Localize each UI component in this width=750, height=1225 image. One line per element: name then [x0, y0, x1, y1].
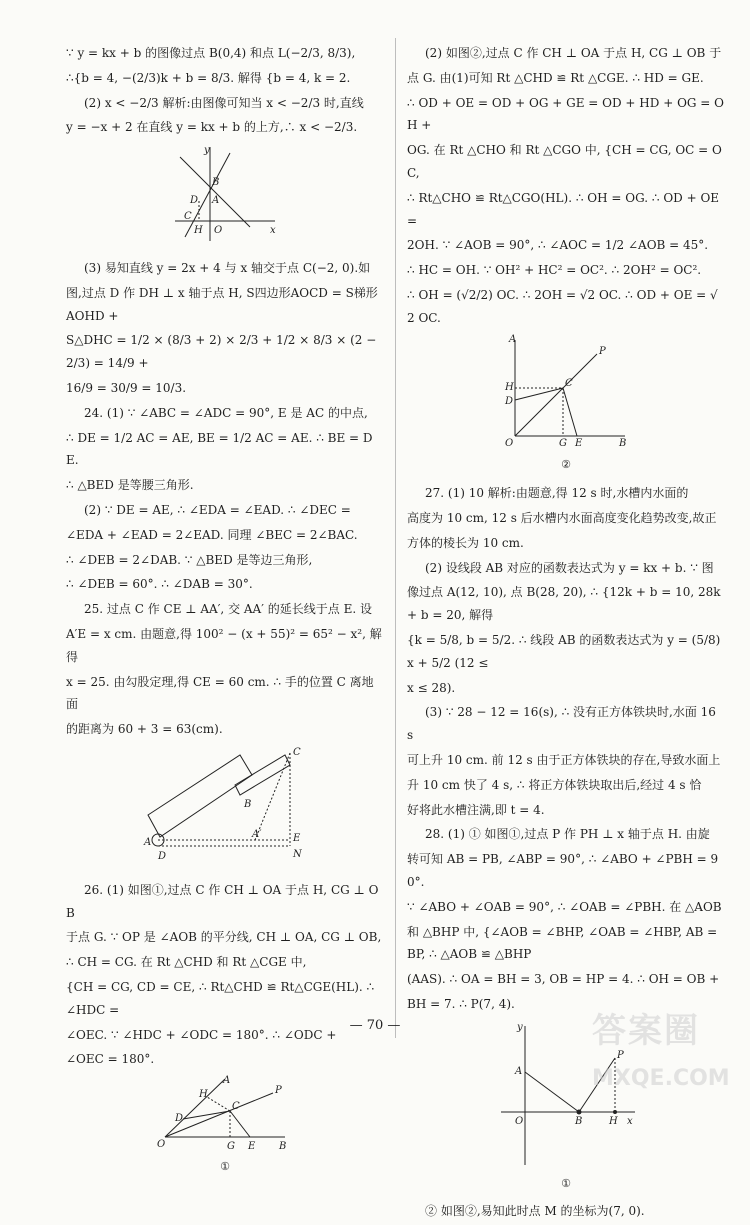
svg-text:C: C	[184, 211, 192, 223]
svg-text:C: C	[293, 746, 301, 758]
right-line-14: {k = 5/8, b = 5/2. ∴ 线段 AB 的函数表达式为 y = (5/8)x + 5/2 (12 ≤	[407, 633, 721, 670]
left-line-10: ∴ DE = 1/2 AC = AE, BE = 1/2 AC = AE. ∴ BE = DE.	[66, 430, 373, 468]
right-line-2: 点 G. 由(1)可知 Rt △CHD ≌ Rt △CGE. ∴ HD = GE.	[407, 70, 704, 85]
right-line-13: 像过点 A(12, 10), 点 B(28, 20), ∴ {12k + b = 10, 28k + b = 20, 解得	[407, 585, 721, 623]
left-line-7: S△DHC = 1/2 × (8/3 + 2) × 2/3 + 1/2 × 8/3 × (2 − 2/3) = 14/9 +	[66, 333, 377, 371]
svg-text:C: C	[232, 1101, 240, 1113]
svg-text:B: B	[279, 1141, 287, 1153]
svg-text:D: D	[158, 850, 167, 862]
svg-text:y: y	[517, 1021, 523, 1033]
figure-1-caption: ①	[220, 1159, 230, 1173]
left-line-21: 于点 G. ∵ OP 是 ∠AOB 的平分线, CH ⊥ OA, CG ⊥ OB,	[66, 930, 382, 945]
left-line-24: ∠OEC. ∵ ∠HDC + ∠ODC = 180°. ∴ ∠ODC +	[66, 1027, 337, 1042]
left-column	[66, 42, 384, 1184]
bisector1-svg	[155, 1075, 295, 1153]
left-line-11: ∴ △BED 是等腰三角形.	[66, 478, 194, 493]
svg-text:D: D	[505, 395, 514, 407]
svg-text:x: x	[270, 225, 276, 237]
svg-text:E: E	[575, 437, 583, 449]
left-line-5: (3) 易知直线 y = 2x + 4 与 x 轴交于点 C(−2, 0).如	[84, 260, 371, 275]
svg-text:H: H	[194, 225, 203, 237]
svg-text:O: O	[157, 1139, 166, 1151]
left-line-23: {CH = CG, CD = CE, ∴ Rt△CHD ≌ Rt△CGE(HL). ∴ ∠HDC =	[66, 979, 375, 1017]
right-line-26: ② 如图②,易知此时点 M 的坐标为(7, 0).	[425, 1204, 645, 1219]
left-line-12: (2) ∵ DE = AE, ∴ ∠EDA = ∠EAD. ∴ ∠DEC =	[84, 502, 351, 517]
left-line-20: 26. (1) 如图①,过点 C 作 CH ⊥ OA 于点 H, CG ⊥ OB	[66, 882, 379, 920]
right-line-9: 27. (1) 10 解析:由题意,得 12 s 时,水槽内水面的	[425, 486, 689, 501]
left-line-8: 16/9 = 30/9 = 10/3.	[66, 380, 187, 395]
svg-text:B: B	[244, 798, 252, 810]
svg-text:x: x	[627, 1115, 633, 1127]
svg-text:E: E	[248, 1141, 256, 1153]
right-line-16: (3) ∵ 28 − 12 = 16(s), ∴ 没有正方体铁块时,水面 16 s	[407, 705, 716, 743]
right-line-20: 28. (1) ① 如图①,过点 P 作 PH ⊥ x 轴于点 H. 由旋	[425, 827, 710, 842]
left-line-17: A′E = x cm. 由题意,得 100² − (x + 55)² = 65² − x², 解得	[66, 626, 382, 664]
right-line-11: 方体的棱长为 10 cm.	[407, 535, 524, 550]
left-line-13: ∠EDA + ∠EAD = 2∠EAD. 同理 ∠BEC = 2∠BAC.	[66, 527, 358, 542]
right-line-5: ∴ Rt△CHO ≌ Rt△CGO(HL). ∴ OH = OG. ∴ OD + OE =	[407, 190, 720, 228]
svg-text:O: O	[515, 1115, 524, 1127]
right-line-3: ∴ OD + OE = OD + OG + GE = OD + HD + OG = OH +	[407, 95, 725, 133]
svg-text:A′: A′	[252, 828, 262, 840]
left-line-15: ∴ ∠DEB = 60°. ∴ ∠DAB = 30°.	[66, 577, 253, 592]
svg-text:y: y	[204, 145, 210, 157]
figure-2-caption: ②	[561, 458, 571, 472]
left-line-16: 25. 过点 C 作 CE ⊥ AA′, 交 AA′ 的延长线于点 E. 设	[84, 602, 372, 617]
right-line-12: (2) 设线段 AB 对应的函数表达式为 y = kx + b. ∵ 图	[425, 560, 714, 575]
svg-text:D: D	[175, 1113, 184, 1125]
right-line-8: ∴ OH = (√2/2) OC. ∴ 2OH = √2 OC. ∴ OD + OE = √2 OC.	[407, 287, 718, 325]
svg-text:B: B	[575, 1115, 583, 1127]
watermark-logo	[592, 999, 742, 1089]
svg-text:A: A	[515, 1065, 523, 1077]
svg-text:H: H	[199, 1089, 208, 1101]
left-line-6: 图,过点 D 作 DH ⊥ x 轴于点 H, S四边形AOCD = S梯形AOHD +	[66, 285, 378, 323]
watermark-line1: 答案圈	[592, 1011, 700, 1051]
svg-text:N: N	[293, 848, 302, 860]
svg-text:A: A	[223, 1075, 231, 1087]
svg-text:O: O	[505, 437, 514, 449]
figure-angle-bisector-1	[155, 1075, 295, 1178]
left-line-18: x = 25. 由勾股定理,得 CE = 60 cm. ∴ 手的位置 C 离地面	[66, 674, 374, 712]
svg-text:G: G	[227, 1141, 235, 1153]
svg-text:H: H	[609, 1115, 618, 1127]
figure-lines-graph	[170, 143, 280, 251]
left-line-2: ∴{b = 4, −(2/3)k + b = 8/3. 解得 {b = 4, k = 2.	[66, 70, 351, 85]
svg-text:A: A	[212, 195, 220, 207]
column-divider	[395, 38, 396, 1038]
right-line-7: ∴ HC = OH. ∵ OH² + HC² = OC². ∴ 2OH² = OC².	[407, 263, 702, 278]
right-line-18: 升 10 cm 快了 4 s, ∴ 将正方体铁块取出后,经过 4 s 恰	[407, 777, 702, 792]
page-number: — 70 —	[349, 1018, 401, 1033]
svg-text:P: P	[617, 1049, 624, 1061]
right-line-17: 可上升 10 cm. 前 12 s 由于正方体铁块的存在,导致水面上	[407, 753, 721, 768]
right-line-22: ∵ ∠ABO + ∠OAB = 90°, ∴ ∠OAB = ∠PBH. 在 △AOB	[407, 899, 722, 914]
svg-text:B: B	[212, 177, 220, 189]
right-line-1: (2) 如图②,过点 C 作 CH ⊥ OA 于点 H, CG ⊥ OB 于	[425, 46, 722, 60]
figure-3-caption: ①	[561, 1176, 571, 1190]
lines-graph-svg	[170, 143, 280, 243]
svg-text:P: P	[275, 1085, 282, 1097]
right-line-24: (AAS). ∴ OA = BH = 3, OB = HP = 4. ∴ OH = OB +	[407, 972, 720, 987]
left-line-19: 的距离为 60 + 3 = 63(cm).	[66, 722, 223, 737]
arm-rect-svg	[140, 745, 310, 865]
right-line-4: OG. 在 Rt △CHO 和 Rt △CGO 中, {CH = CG, OC = OC,	[407, 143, 722, 180]
watermark-line2: MXQE.COM	[592, 1065, 730, 1091]
left-line-25: ∠OEC = 180°.	[66, 1052, 155, 1067]
left-line-14: ∴ ∠DEB = 2∠DAB. ∵ △BED 是等边三角形,	[66, 552, 313, 567]
left-line-4: y = −x + 2 在直线 y = kx + b 的上方,∴ x < −2/3.	[66, 120, 358, 135]
svg-text:A: A	[144, 836, 152, 848]
svg-text:O: O	[214, 225, 223, 237]
figure-angle-bisector-2	[501, 334, 631, 477]
right-line-23: 和 △BHP 中, {∠AOB = ∠BHP, ∠OAB = ∠HBP, AB = BP, ∴ △AOB ≌ △BHP	[407, 924, 718, 962]
right-line-6: 2OH. ∵ ∠AOB = 90°, ∴ ∠AOC = 1/2 ∠AOB = 45°.	[407, 238, 709, 253]
svg-text:H: H	[505, 381, 514, 393]
right-line-25: BH = 7. ∴ P(7, 4).	[407, 996, 515, 1011]
bisector2-svg	[501, 334, 631, 452]
svg-text:D: D	[190, 195, 199, 207]
right-line-19: 好将此水槽注满,即 t = 4.	[407, 802, 545, 817]
left-line-1: ∵ y = kx + b 的图像过点 B(0,4) 和点 L(−2/3, 8/3),	[66, 46, 356, 60]
svg-text:B: B	[619, 437, 627, 449]
right-line-15: x ≤ 28).	[407, 680, 456, 695]
svg-text:E: E	[293, 832, 301, 844]
right-line-21: 转可知 AB = PB, ∠ABP = 90°, ∴ ∠ABO + ∠PBH = 90°.	[407, 852, 719, 889]
right-line-10: 高度为 10 cm, 12 s 后水槽内水面高度变化趋势改变,故正	[407, 511, 717, 526]
left-line-9: 24. (1) ∵ ∠ABC = ∠ADC = 90°, E 是 AC 的中点,	[84, 405, 368, 420]
svg-text:C: C	[565, 377, 573, 389]
svg-text:A: A	[509, 333, 517, 345]
left-line-22: ∴ CH = CG. 在 Rt △CHD 和 Rt △CGE 中,	[66, 955, 307, 970]
svg-text:G: G	[559, 437, 567, 449]
figure-arm-rect	[140, 745, 310, 873]
svg-text:P: P	[599, 345, 606, 357]
left-line-3: (2) x < −2/3 解析:由图像可知当 x < −2/3 时,直线	[84, 95, 364, 110]
